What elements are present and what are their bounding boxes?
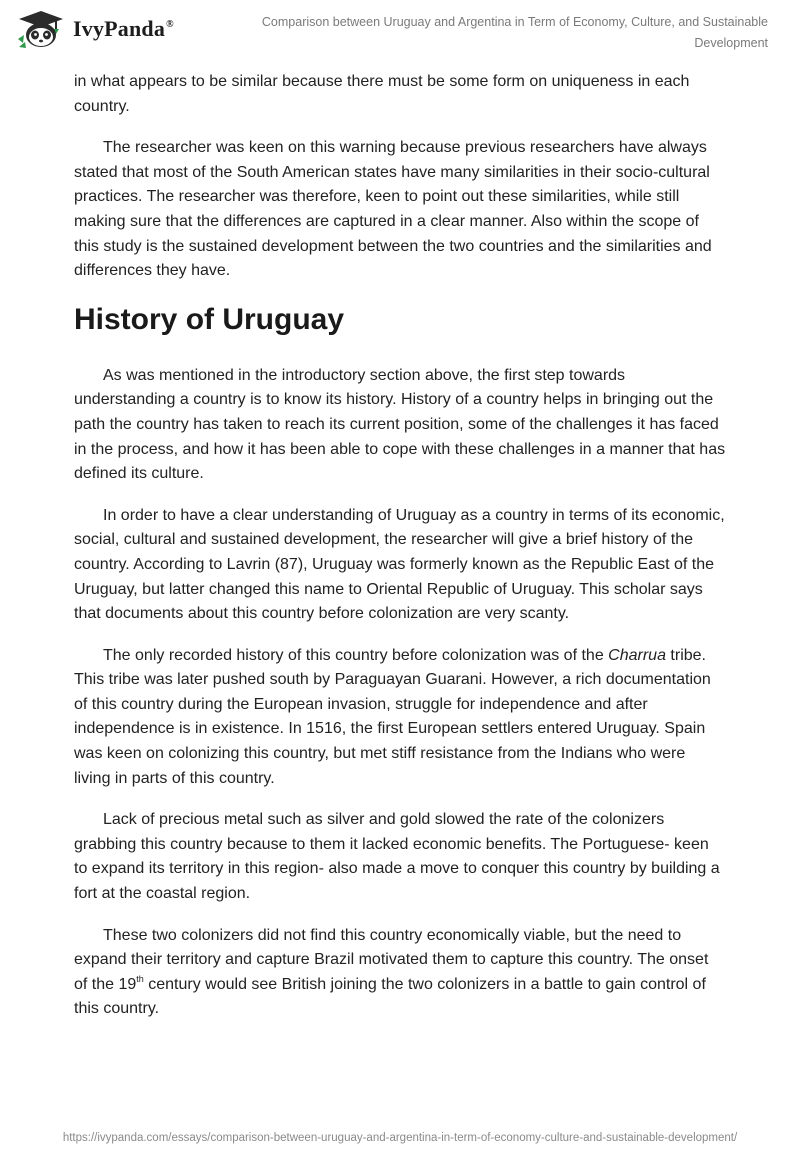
paragraph-lavrin: In order to have a clear understanding of Uruguay as a country in terms of its economic, social, cultural and sustained development, the researcher will give a brief history of the country. According to Lavrin (87), Uruguay was formerly known as the Republic East of the Uruguay, but latter changed this name to Oriental Republic of Uruguay. This scholar says that documents about this country before colonization are very scanty.: [74, 506, 725, 623]
paragraph-researcher-warning: The researcher was keen on this warning because previous researchers have always stated that most of the South American states have many similarities in their socio-cultural practices. The researcher was therefore, keen to point out these similarities, while still making sure that the differences are captured in a clear manner. Also within the scope of this study is the sustained development between the two countries and the similarities and differences they have.: [74, 139, 712, 280]
source-url-link[interactable]: https://ivypanda.com/essays/comparison-between-uruguay-and-argentina-in-term-of-economy-culture-and-sustainable-development/: [62, 1132, 738, 1144]
page-header: [0, 0, 800, 62]
paragraph-charrua: The only recorded history of this country before colonization was of the Charrua tribe. This tribe was later pushed south by Paraguayan Guarani. However, a rich documentation of this country during the European invasion, struggle for independence and after independence is in existence. In 1516, the first European settlers entered Uruguay. Spain was keen on colonizing this country, but met stiff resistance from the Indians who were living in parts of this country.: [74, 646, 711, 787]
section-heading-history: History of Uruguay: [74, 302, 345, 336]
paragraph-colonizers: These two colonizers did not find this country economically viable, but the need to expand their territory and capture Brazil motivated them to capture this country. The onset of the 19th century would see British joining the two colonizers in a battle to gain control of this country.: [74, 926, 709, 1018]
document-title: Comparison between Uruguay and Argentina in Term of Economy, Culture, and Sustainable Development: [261, 15, 768, 50]
ivypanda-logo[interactable]: [15, 9, 174, 49]
paragraph-history-intro: As was mentioned in the introductory section above, the first step towards understanding a country is to know its history. History of a country helps in bringing out the path the country has taken to reach its current position, some of the challenges it has faced in the process, and how it has been able to cope with these challenges in a manner that has defined its culture.: [74, 366, 726, 483]
charrua-emphasis: Charrua: [608, 646, 666, 664]
paragraph-precious-metal: Lack of precious metal such as silver and gold slowed the rate of the colonizers grabbing this country because to them it lacked economic benefits. The Portuguese- keen to expand its territory in this region- also made a move to conquer this country by building a fort at the coastal region.: [74, 811, 720, 903]
logo-wordmark: IvyPanda®: [73, 16, 174, 41]
panda-logo-icon: [15, 9, 67, 49]
essay-body: [74, 70, 726, 1039]
paragraph-continuation: in what appears to be similar because there must be some form on uniqueness in each country.: [74, 73, 690, 115]
